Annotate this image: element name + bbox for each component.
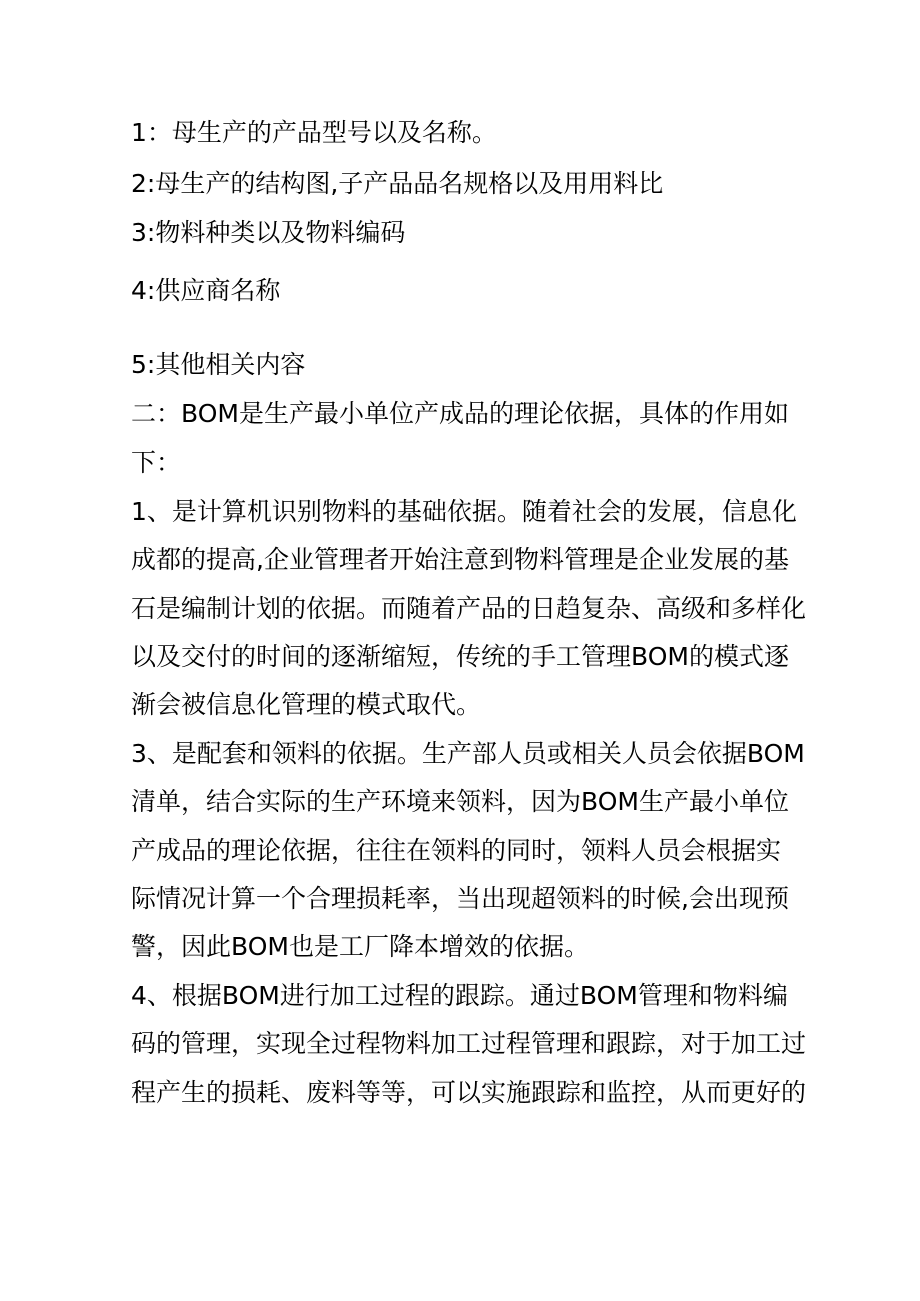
- text-line: 二：BOM是生产最小单位产成品的理论依据，具体的作用如: [131, 399, 789, 428]
- text-line: 渐会被信息化管理的模式取代。: [131, 690, 482, 719]
- text-line: 3、是配套和领料的依据。生产部人员或相关人员会依据BOM: [131, 739, 805, 768]
- text-line: 产成品的理论依据，往往在领料的同时，领料人员会根据实: [131, 836, 782, 865]
- text-line: 1：母生产的产品型号以及名称。: [131, 118, 497, 147]
- text-line: 程产生的损耗、废料等等，可以实施跟踪和监控，从而更好的: [131, 1078, 807, 1107]
- text-line: 4、根据BOM进行加工过程的跟踪。通过BOM管理和物料编: [131, 981, 788, 1010]
- text-line: 以及交付的时间的逐渐缩短，传统的手工管理BOM的模式逐: [131, 642, 789, 671]
- text-line: 3:物料种类以及物料编码: [131, 218, 406, 247]
- text-line: 码的管理，实现全过程物料加工过程管理和跟踪，对于加工过: [131, 1029, 807, 1058]
- text-line: 5:其他相关内容: [131, 350, 306, 379]
- text-line: 1、是计算机识别物料的基础依据。随着社会的发展，信息化: [131, 497, 797, 526]
- text-line: 成都的提高,企业管理者开始注意到物料管理是企业发展的基: [131, 545, 789, 574]
- text-line: 清单，结合实际的生产环境来领料，因为BOM生产最小单位: [131, 787, 789, 816]
- text-line: 石是编制计划的依据。而随着产品的日趋复杂、高级和多样化: [131, 594, 807, 623]
- text-line: 2:母生产的结构图,子产品品名规格以及用用料比: [131, 169, 664, 198]
- text-line: 警，因此BOM也是工厂降本增效的依据。: [131, 932, 589, 961]
- text-line: 际情况计算一个合理损耗率，当出现超领料的时候,会出现预: [131, 884, 789, 913]
- text-line: 4:供应商名称: [131, 276, 281, 305]
- text-line: 下：: [131, 448, 182, 477]
